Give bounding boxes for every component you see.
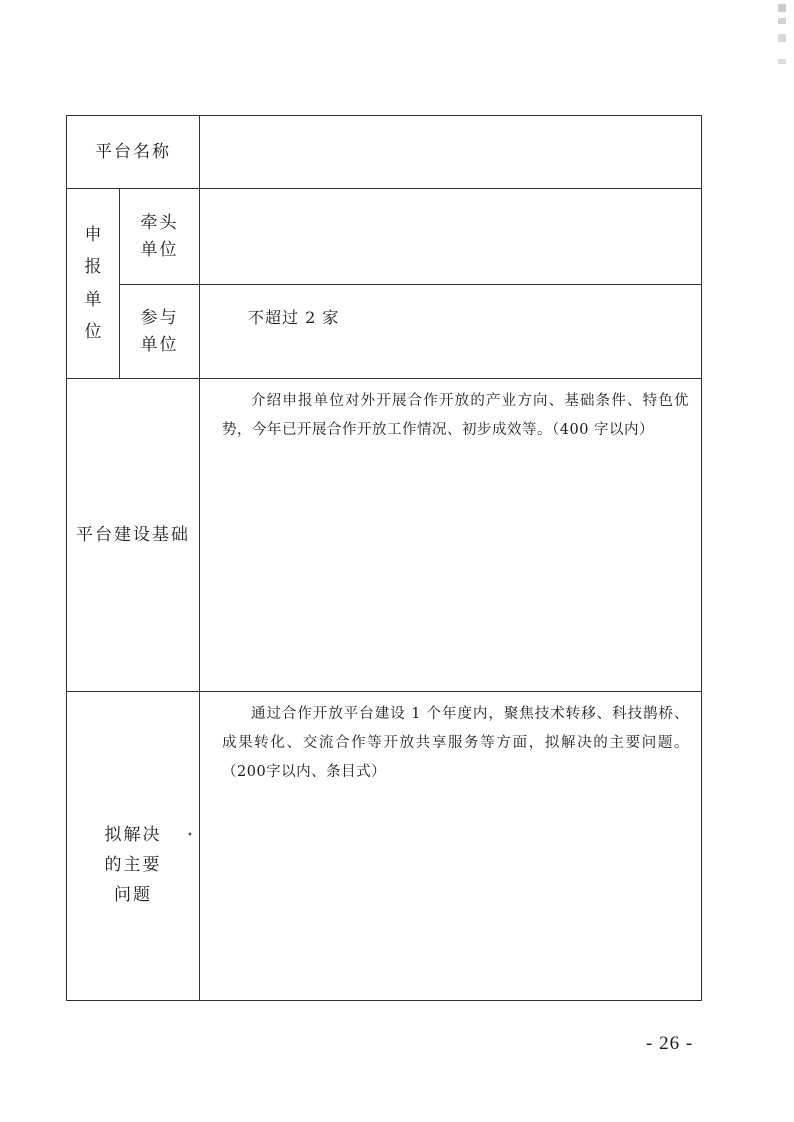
problems-instructions: 通过合作开放平台建设 1 个年度内，聚焦技术转移、科技鹊桥、成果转化、交流合作等开放共享服务等方面，拟解决的主要问题。（200字以内、条目式） bbox=[222, 706, 689, 780]
lead-unit-label bbox=[120, 210, 199, 263]
platform-name-label-cell bbox=[67, 116, 200, 189]
applicant-label-cell bbox=[67, 189, 120, 379]
platform-name-value-cell[interactable] bbox=[200, 116, 702, 189]
foundation-label: 平台建设基础 bbox=[76, 524, 190, 545]
row-lead-unit bbox=[67, 189, 702, 285]
problems-label-line3: 问题 bbox=[114, 884, 152, 905]
foundation-label-cell bbox=[67, 379, 200, 692]
participant-label bbox=[120, 305, 199, 358]
applicant-char: 位 bbox=[84, 321, 102, 342]
applicant-char: 单 bbox=[84, 289, 102, 310]
foundation-instructions: 介绍申报单位对外开展合作开放的产业方向、基础条件、特色优势，今年已开展合作开放工作情况、初步成效等。（400 字以内） bbox=[222, 393, 689, 438]
problems-label-cell bbox=[67, 692, 200, 1001]
participant-label-cell bbox=[120, 285, 200, 379]
problems-label-line1: 拟解决 bbox=[104, 825, 162, 846]
lead-unit-label-line1: 牵头 bbox=[140, 213, 179, 234]
problems-label bbox=[67, 821, 199, 910]
page-number: - 26 - bbox=[646, 1033, 694, 1054]
row-problems bbox=[67, 692, 702, 1001]
applicant-char: 报 bbox=[84, 257, 102, 278]
row-platform-name bbox=[67, 116, 702, 189]
problems-content-cell[interactable] bbox=[200, 692, 702, 1001]
participant-value-cell[interactable] bbox=[200, 285, 702, 379]
participant-label-line2: 单位 bbox=[140, 334, 179, 355]
lead-unit-label-line2: 单位 bbox=[140, 239, 179, 260]
participant-label-line1: 参与 bbox=[140, 308, 179, 329]
scan-speck: • bbox=[187, 830, 193, 841]
applicant-label bbox=[85, 219, 102, 348]
applicant-char: 申 bbox=[84, 224, 102, 245]
scan-edge-mark bbox=[778, 4, 786, 104]
row-foundation bbox=[67, 379, 702, 692]
platform-name-label: 平台名称 bbox=[95, 141, 171, 162]
problems-label-line2: 的主要 bbox=[104, 855, 162, 876]
application-form-table bbox=[66, 115, 702, 1001]
participant-note: 不超过 2 家 bbox=[248, 308, 340, 327]
lead-unit-label-cell bbox=[120, 189, 200, 285]
lead-unit-value-cell[interactable] bbox=[200, 189, 702, 285]
foundation-content-cell[interactable] bbox=[200, 379, 702, 692]
row-participant-unit bbox=[67, 285, 702, 379]
